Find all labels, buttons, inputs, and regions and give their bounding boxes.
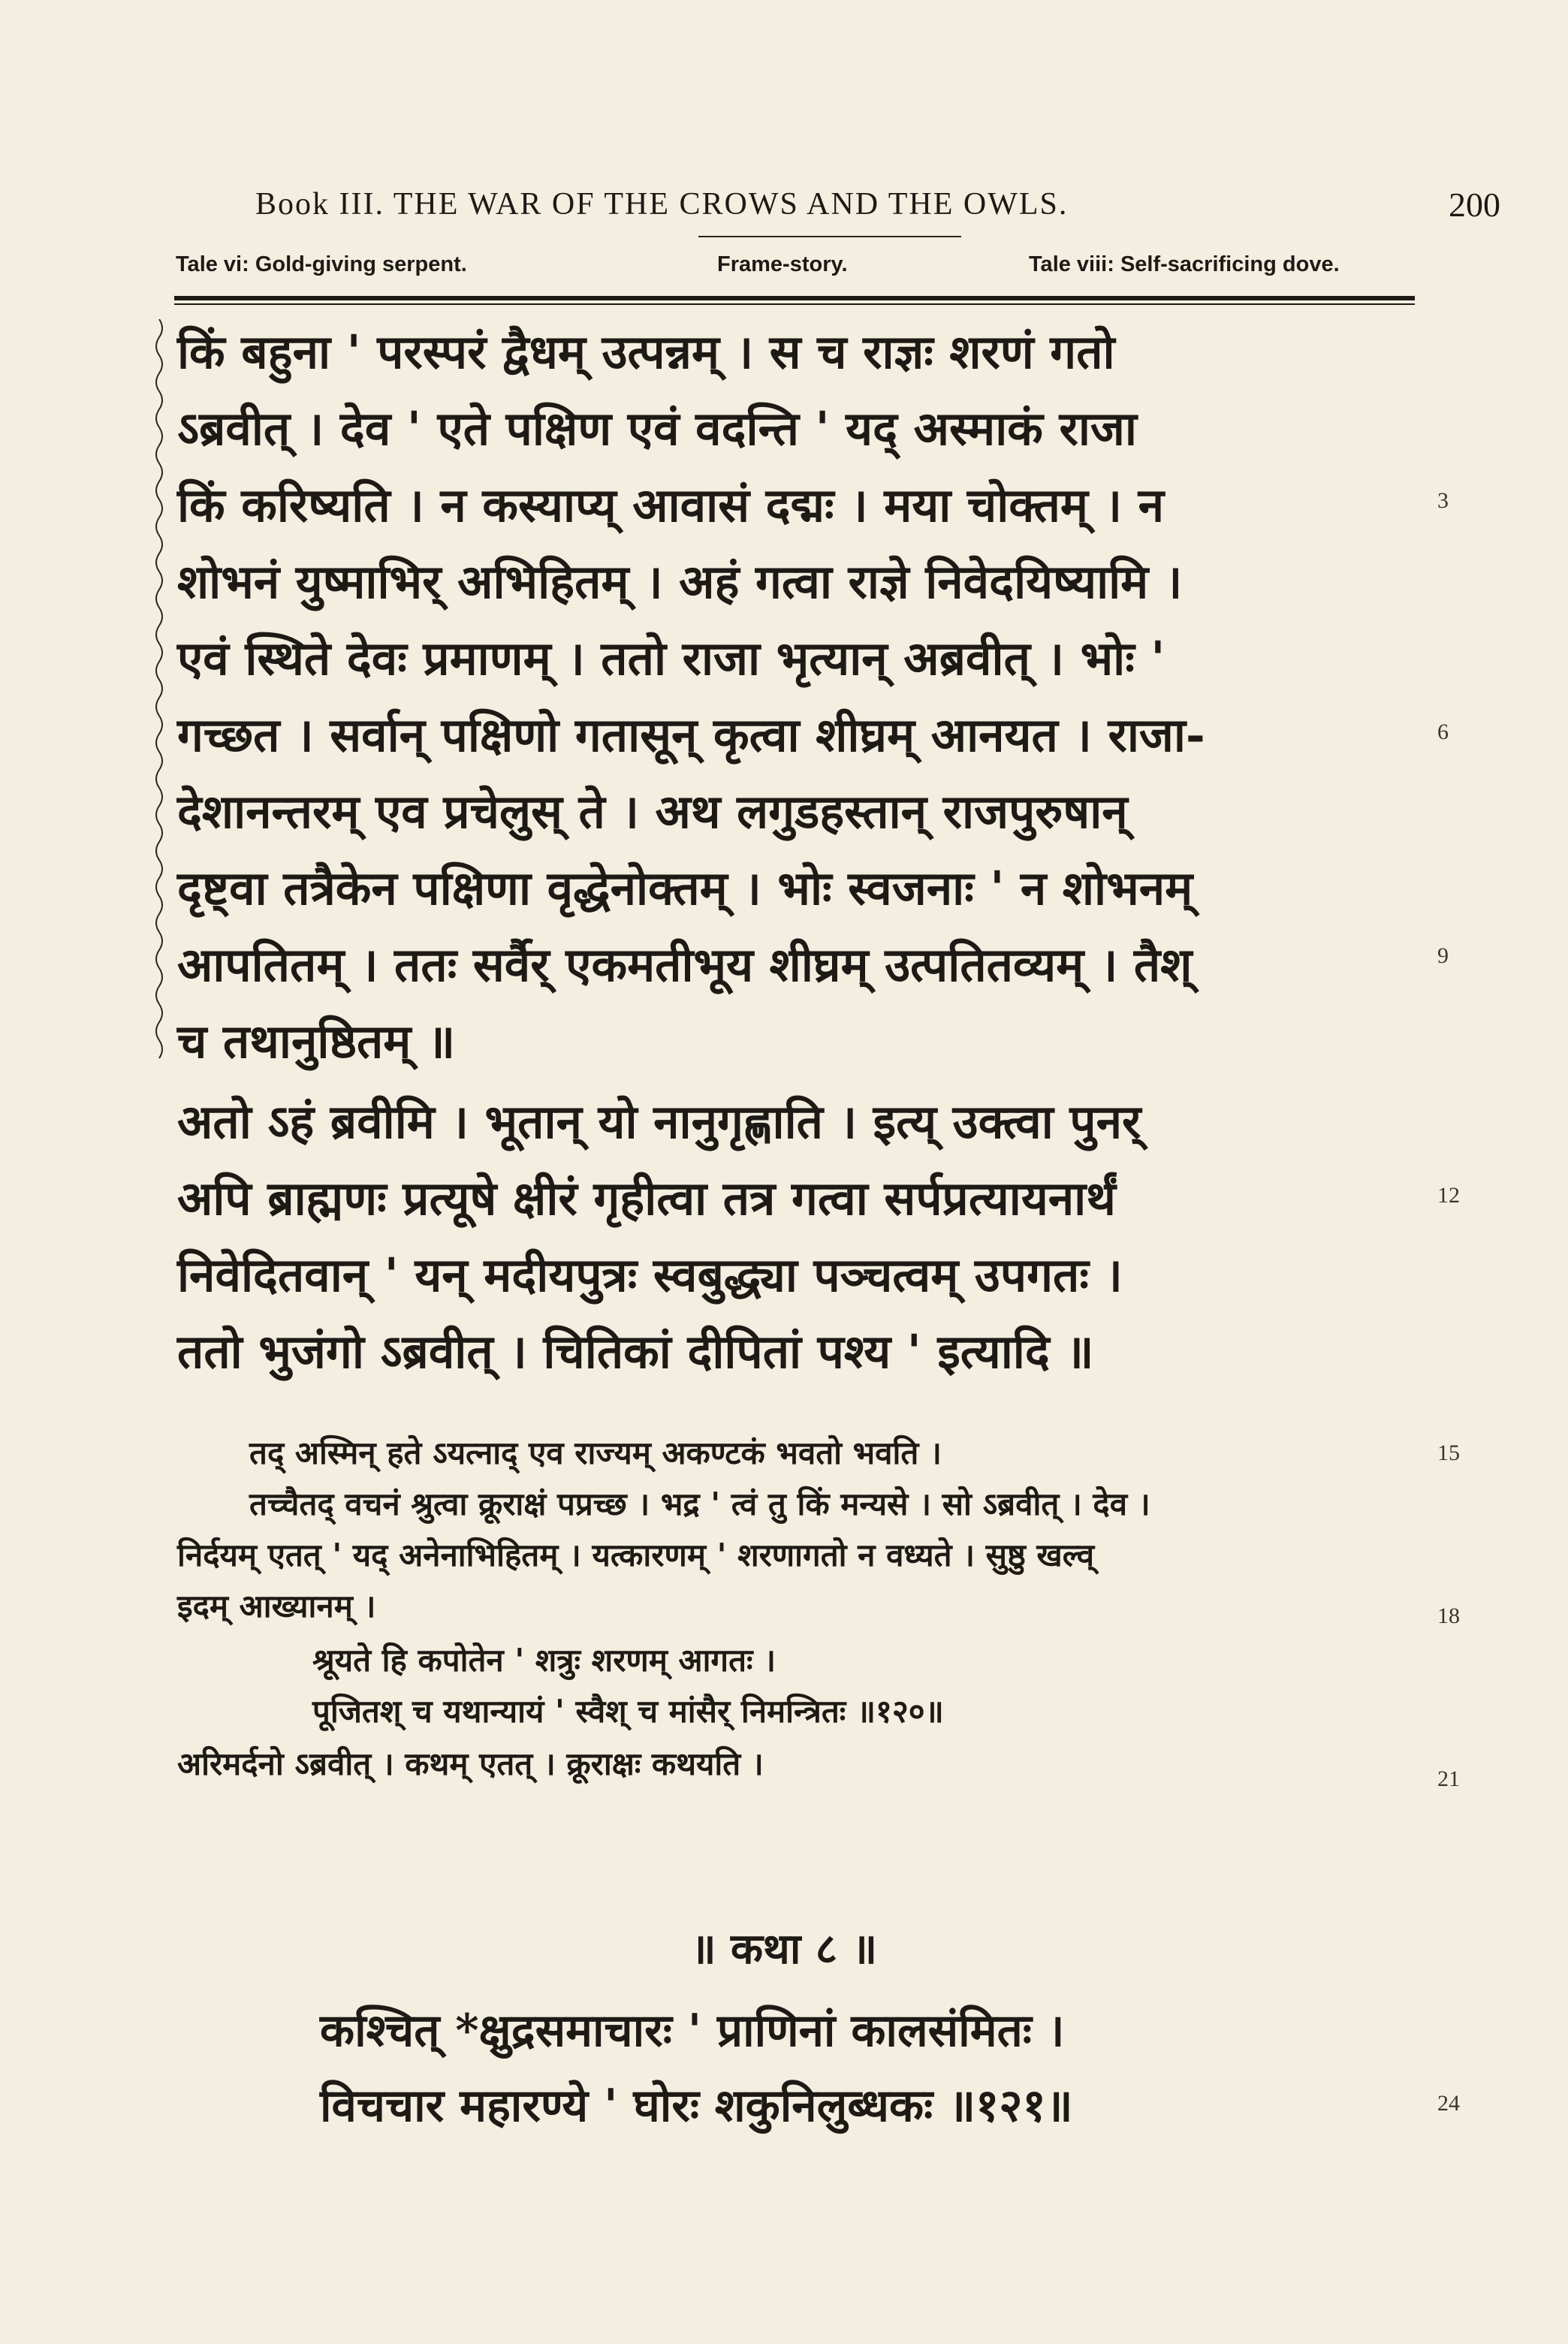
header-rule-thin (174, 303, 1415, 305)
line-number: 21 (1437, 1766, 1460, 1791)
running-head-title: Book III. THE WAR OF THE CROWS AND THE OWLS. (255, 187, 1069, 222)
wavy-margin-line (150, 319, 168, 1063)
text-line: एवं स्थिते देवः प्रमाणम् । ततो राजा भृत्यान् अब्रवीत् । भोः ' (177, 631, 1165, 686)
line-number: 24 (1437, 2091, 1460, 2116)
verse-line: श्रूयते हि कपोतेन ' शत्रुः शरणम् आगतः । (312, 1642, 776, 1679)
line-number: 18 (1437, 1603, 1460, 1628)
line-number: 12 (1437, 1183, 1460, 1208)
text-line: ऽब्रवीत् । देव ' एते पक्षिण एवं वदन्ति ' यद् अस्माकं राजा (177, 401, 1137, 456)
text-line: देशानन्तरम् एव प्रचेलुस् ते । अथ लगुडहस्तान् राजपुरुषान् (177, 784, 1128, 839)
line-number: 3 (1437, 488, 1449, 513)
text-line: च तथानुष्ठितम् ॥ (177, 1014, 456, 1069)
text-line: अरिमर्दनो ऽब्रवीत् । कथम् एतत् । क्रूराक्षः कथयति । (177, 1745, 764, 1782)
text-line: ततो भुजंगो ऽब्रवीत् । चितिकां दीपितां पश्य ' इत्यादि ॥ (177, 1324, 1094, 1379)
line-number: 6 (1437, 719, 1449, 744)
verse-line: कश्चित् *क्षुद्रसमाचारः ' प्राणिनां कालसंमितः । (320, 2005, 1065, 2057)
running-head (255, 186, 1509, 231)
text-line: किं बहुना ' परस्परं द्वैधम् उत्पन्नम् । स च राज्ञः शरणं गतो (177, 324, 1115, 379)
text-line: किं करिष्यति । न कस्याप्य् आवासं दद्मः । मया चोक्तम् । न (177, 478, 1165, 532)
line-number: 9 (1437, 943, 1449, 968)
page-number: 200 (1449, 186, 1500, 224)
text-line: दृष्ट्वा तत्रैकेन पक्षिणा वृद्धेनोक्तम् । भोः स्वजनाः ' न शोभनम् (177, 861, 1193, 916)
text-line: गच्छत । सर्वान् पक्षिणो गतासून् कृत्वा शीघ्रम् आनयत । राजा- (177, 707, 1205, 762)
line-number: 15 (1437, 1440, 1460, 1465)
text-line: तद् अस्मिन् हते ऽयत्नाद् एव राज्यम् अकण्टकं भवतो भवति । (249, 1434, 942, 1471)
text-line: अपि ब्राह्मणः प्रत्यूषे क्षीरं गृहीत्वा तत्र गत्वा सर्पप्रत्यायनार्थं (177, 1171, 1116, 1226)
text-line: निर्दयम् एतत् ' यद् अनेनाभिहितम् । यत्कारणम् ' शरणागतो न वध्यते । सुष्ठु खल्व् (177, 1537, 1095, 1573)
subheader-right: Tale viii: Self-sacrificing dove. (1029, 252, 1340, 276)
header-short-rule (698, 236, 961, 237)
verse-line: पूजितश् च यथान्यायं ' स्वैश् च मांसैर् निमन्त्रितः ॥१२०॥ (312, 1693, 944, 1730)
text-line: आपतितम् । ततः सर्वैर् एकमतीभूय शीघ्रम् उत्पतितव्यम् । तैश् (177, 937, 1193, 992)
subheader-middle: Frame-story. (717, 252, 848, 276)
text-line: निवेदितवान् ' यन् मदीयपुत्रः स्वबुद्ध्या पञ्चत्वम् उपगतः । (177, 1247, 1123, 1302)
text-line: अतो ऽहं ब्रवीमि । भूतान् यो नानुगृह्णाति । इत्य् उक्त्वा पुनर् (177, 1094, 1141, 1149)
katha-heading: ॥ कथा ८ ॥ (691, 1924, 877, 1974)
text-line: शोभनं युष्माभिर् अभिहितम् । अहं गत्वा राज्ञे निवेदयिष्यामि । (177, 554, 1183, 609)
subheader-left: Tale vi: Gold-giving serpent. (176, 252, 467, 276)
text-line: इदम् आख्यानम् । (177, 1588, 376, 1625)
text-line: तच्चैतद् वचनं श्रुत्वा क्रूराक्षं पप्रच्छ । भद्र ' त्वं तु किं मन्यसे । सो ऽब्रवीत् । देव । (249, 1486, 1150, 1522)
header-rule-thick (174, 296, 1415, 300)
verse-line: विचचार महारण्ये ' घोरः शकुनिलुब्धकः ॥१२१॥ (320, 2080, 1073, 2132)
